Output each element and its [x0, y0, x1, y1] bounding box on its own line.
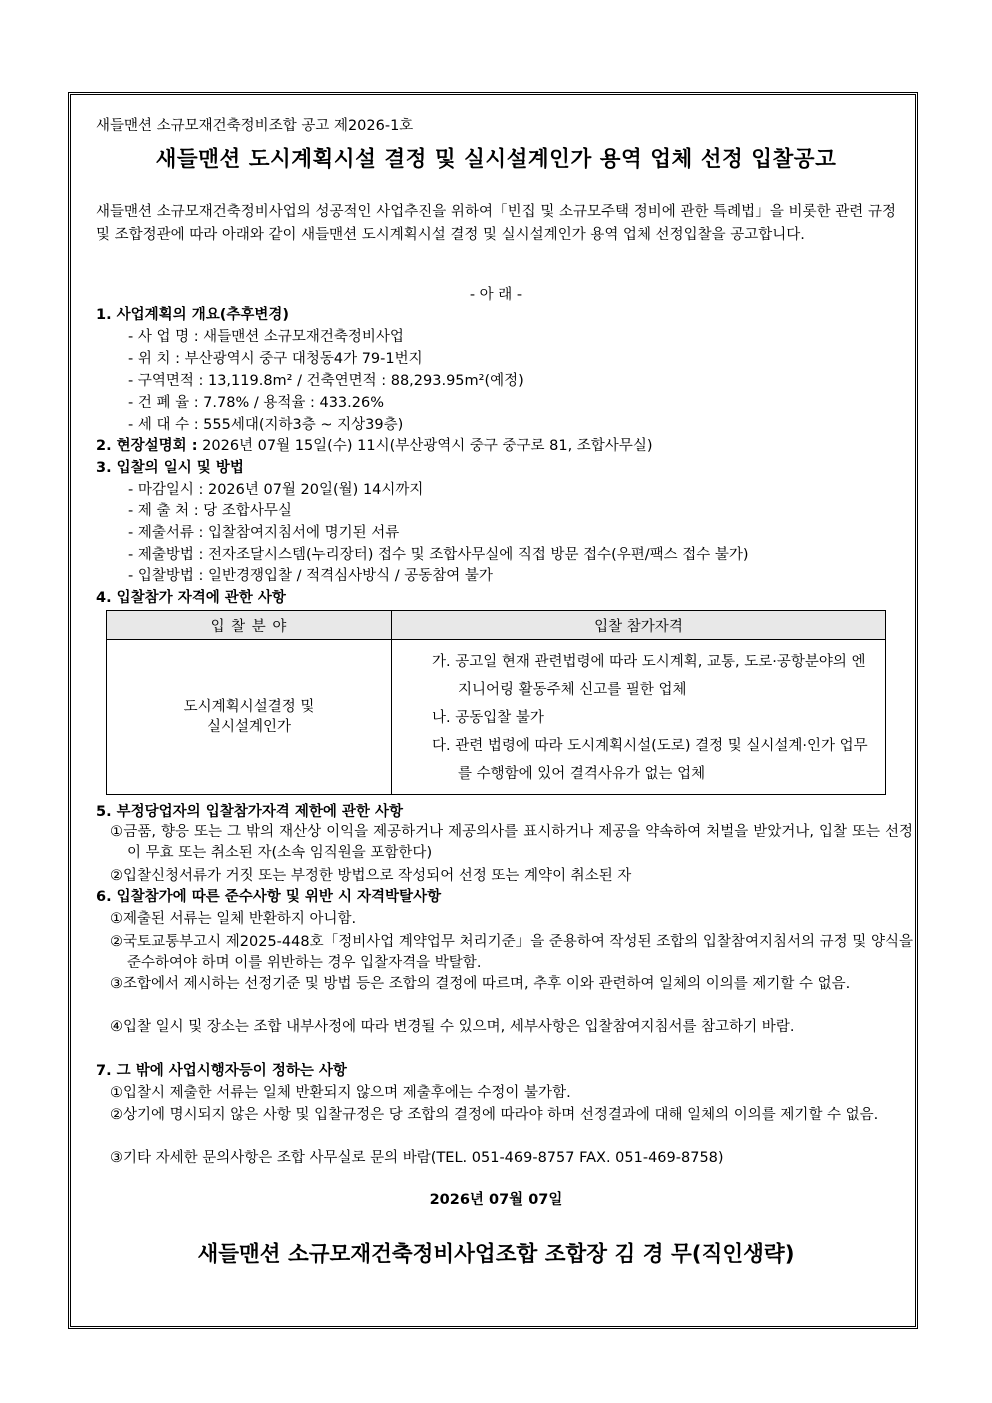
category-line: 실시설계인가	[206, 719, 292, 735]
intro-paragraph: 새들맨션 소규모재건축정비사업의 성공적인 사업추진을 위하여「빈집 및 소규모주택 정비에 관한 특례법」을 비롯한 관련 규정 및 조합정관에 따라 아래와 같이 새들맨션 도시계획시설 결정 및 실시설계인가 용역 업체 선정입찰을 공고합니다.	[96, 204, 896, 243]
qualification-cell	[392, 640, 886, 795]
table-header-row	[107, 611, 886, 640]
col-header-qualification: 입찰 참가자격	[392, 611, 886, 640]
qualification-table	[106, 610, 886, 795]
s3-item: - 마감일시 : 2026년 07월 20일(월) 14시까지	[128, 482, 424, 498]
section-2-heading: 2. 현장설명회 :	[96, 438, 198, 454]
s7-item: ②상기에 명시되지 않은 사항 및 입찰규정은 당 조합의 결정에 따라야 하며 선정결과에 대해 일체의 이의를 제기할 수 없음.	[110, 1107, 879, 1123]
s1-item: - 구역면적 : 13,119.8m² / 건축연면적 : 88,293.95m²(예정)	[128, 373, 524, 389]
section-1-heading: 1. 사업계획의 개요(추후변경)	[96, 307, 290, 323]
s1-item: - 사 업 명 : 새들맨션 소규모재건축정비사업	[128, 329, 404, 345]
issue-date: 2026년 07월 07일	[429, 1192, 563, 1208]
s1-item: - 위 치 : 부산광역시 중구 대청동4가 79-1번지	[128, 351, 423, 367]
category-line: 도시계획시설결정 및	[183, 699, 315, 715]
section-3-heading: 3. 입찰의 일시 및 방법	[96, 460, 244, 476]
s5-item: ②입찰신청서류가 거짓 또는 부정한 방법으로 작성되어 선정 또는 계약이 취소된 자	[110, 868, 632, 884]
s3-item: - 입찰방법 : 일반경쟁입찰 / 적격심사방식 / 공동참여 불가	[128, 568, 493, 584]
s6-item: ④입찰 일시 및 장소는 조합 내부사정에 따라 변경될 수 있으며, 세부사항은 입찰참여지침서를 참고하기 바람.	[110, 1019, 795, 1035]
section-2-text: 2026년 07월 15일(수) 11시(부산광역시 중구 중구로 81, 조합사무실)	[197, 438, 653, 454]
section-4-heading: 4. 입찰참가 자격에 관한 사항	[96, 590, 286, 606]
s1-item: - 건 폐 율 : 7.78% / 용적율 : 433.26%	[128, 395, 384, 411]
section-7-heading: 7. 그 밖에 사업시행자등이 정하는 사항	[96, 1063, 347, 1079]
qualification-item: 다. 관련 법령에 따라 도시계획시설(도로) 결정 및 실시설계·인가 업무를 수행함에 있어 결격사유가 없는 업체	[432, 738, 868, 782]
qualification-item: 나. 공동입찰 불가	[432, 710, 544, 726]
qualification-item: 가. 공고일 현재 관련법령에 따라 도시계획, 교통, 도로·공항분야의 엔지니어링 활동주체 신고를 필한 업체	[432, 654, 866, 698]
s6-item: ③조합에서 제시하는 선정기준 및 방법 등은 조합의 결정에 따르며, 추후 이와 관련하여 일체의 이의를 제기할 수 없음.	[110, 976, 851, 992]
signature-line: 새들맨션 소규모재건축정비사업조합 조합장 김 경 무(직인생략)	[197, 1242, 795, 1267]
col-header-category: 입 찰 분 야	[107, 611, 392, 640]
section-5-heading: 5. 부정당업자의 입찰참가자격 제한에 관한 사항	[96, 804, 403, 820]
s1-item: - 세 대 수 : 555세대(지하3층 ~ 지상39층)	[128, 417, 404, 433]
s3-item: - 제출서류 : 입찰참여지침서에 명기된 서류	[128, 525, 400, 541]
s6-item: ①제출된 서류는 일체 반환하지 아니함.	[110, 911, 357, 927]
below-marker: - 아 래 -	[469, 287, 523, 303]
document-title: 새들맨션 도시계획시설 결정 및 실시설계인가 용역 업체 선정 입찰공고	[155, 147, 837, 172]
s3-item: - 제 출 처 : 당 조합사무실	[128, 503, 292, 519]
notice-number: 새들맨션 소규모재건축정비조합 공고 제2026-1호	[96, 118, 414, 134]
s7-item: ③기타 자세한 문의사항은 조합 사무실로 문의 바람(TEL. 051-469-8757 FAX. 051-469-8758)	[110, 1150, 724, 1166]
s7-item: ①입찰시 제출한 서류는 일체 반환되지 않으며 제출후에는 수정이 불가함.	[110, 1085, 571, 1101]
table-row	[107, 640, 886, 795]
section-2	[96, 436, 652, 456]
s3-item: - 제출방법 : 전자조달시스템(누리장터) 접수 및 조합사무실에 직접 방문 접수(우편/팩스 접수 불가)	[128, 547, 749, 563]
s6-item: ②국토교통부고시 제2025-448호「정비사업 계약업무 처리기준」을 준용하여 작성된 조합의 입찰참여지침서의 규정 및 양식을 준수하여야 하며 이를 위반하는 경우 입찰자격을 박탈함.	[110, 934, 913, 971]
s5-item: ①금품, 향응 또는 그 밖의 재산상 이익을 제공하거나 제공의사를 표시하거나 제공을 약속하여 처벌을 받았거나, 입찰 또는 선정이 무효 또는 취소된 자(소속 임직원을 포함한다)	[110, 824, 913, 861]
section-6-heading: 6. 입찰참가에 따른 준수사항 및 위반 시 자격박탈사항	[96, 889, 442, 905]
category-cell	[107, 640, 392, 795]
